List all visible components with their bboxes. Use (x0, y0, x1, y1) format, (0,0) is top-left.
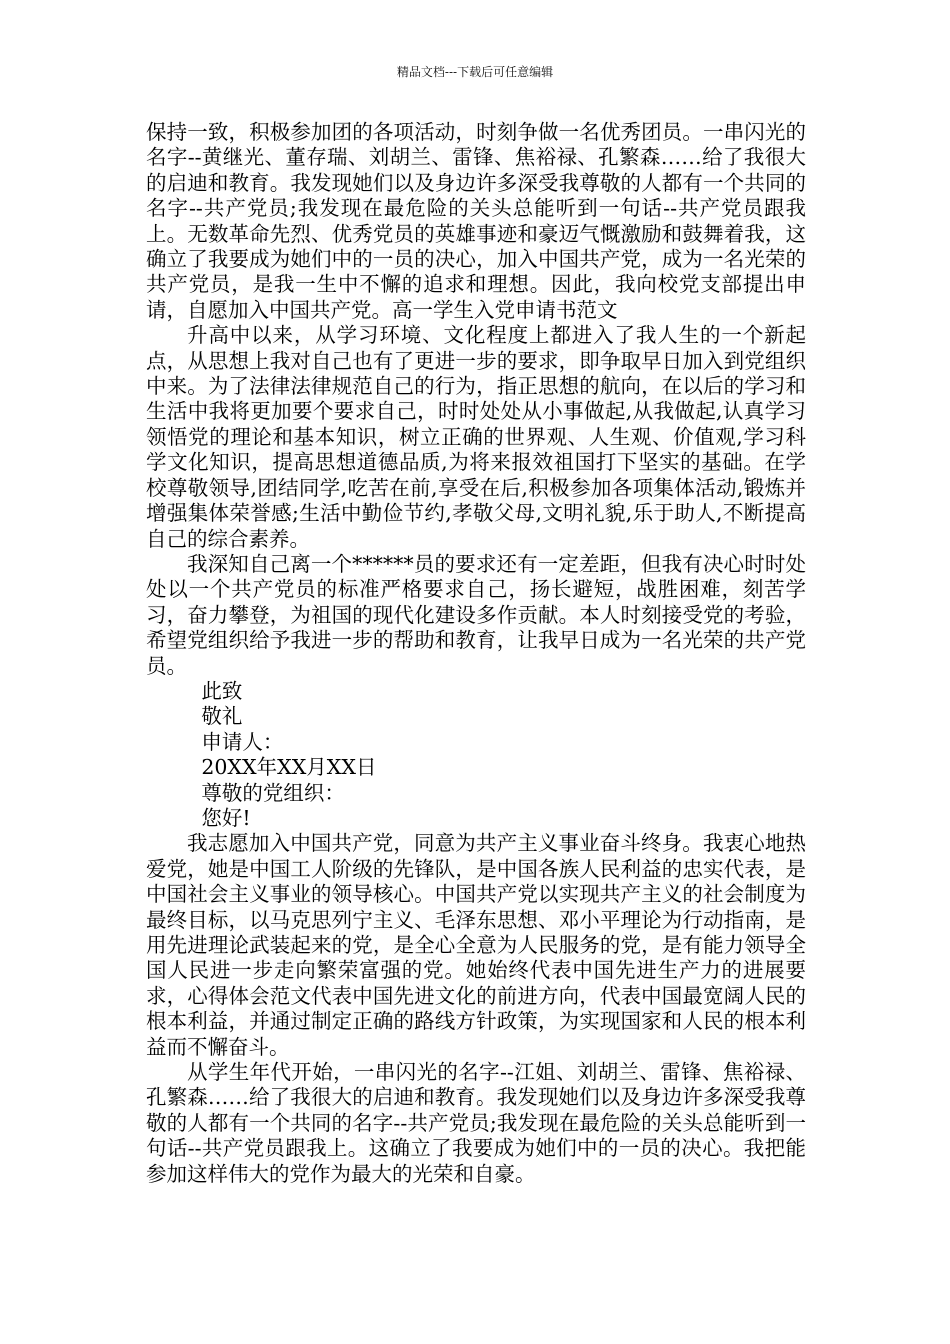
greeting-line: 尊敬的党组织： (201, 780, 345, 805)
greeting-line: 您好! (201, 805, 251, 830)
body-paragraph: 从学生年代开始，一串闪光的名字--江姐、刘胡兰、雷锋、焦裕禄、孔繁森……给了我很大的启迪和教育。我发现她们以及身边许多深受我尊敬的人都有一个共同的名字--共产党员;我发现在最危险的关头总能听到一句话--共产党员跟我上。这确立了我要成为她们中的一员的决心。我把能参加这样伟大的党作为最大的光荣和自豪。 (146, 1060, 806, 1186)
closing-line: 此致 (201, 678, 243, 703)
body-paragraph: 我深知自己离一个******员的要求还有一定差距，但我有决心时时处处以一个共产党员的标准严格要求自己，扬长避短，战胜困难，刻苦学习，奋力攀登，为祖国的现代化建设多作贡献。本人时刻接受党的考验，希望党组织给予我进一步的帮助和教育，让我早日成为一名光荣的共产党员。 (146, 551, 806, 678)
salutation-line: 敬礼 (201, 704, 243, 729)
page-header: 精品文档---下载后可任意编辑 (396, 65, 554, 79)
body-paragraph: 我志愿加入中国共产党，同意为共产主义事业奋斗终身。我衷心地热爱党，她是中国工人阶级的先锋队，是中国各族人民利益的忠实代表，是中国社会主义事业的领导核心。中国共产党以实现共产主义的社会制度为最终目标，以马克思列宁主义、毛泽东思想、邓小平理论为行动指南，是用先进理论武装起来的党，是全心全意为人民服务的党，是有能力领导全国人民进一步走向繁荣富强的党。她始终代表中国先进生产力的进展要求，心得体会范文代表中国先进文化的前进方向，代表中国最宽阔人民的根本利益，并通过制定正确的路线方针政策，为实现国家和人民的根本利益而不懈奋斗。 (146, 831, 806, 1059)
applicant-line: 申请人： (201, 729, 284, 754)
body-paragraph: 保持一致，积极参加团的各项活动，时刻争做一名优秀团员。一串闪光的名字--黄继光、董存瑞、刘胡兰、雷锋、焦裕禄、孔繁森……给了我很大的启迪和教育。我发现她们以及身边许多深受我尊敬的人都有一个共同的名字--共产党员;我发现在最危险的关头总能听到一句话--共产党员跟我上。无数革命先烈、优秀党员的英雄事迹和豪迈气慨激励和鼓舞着我，这确立了我要成为她们中的一员的决心，加入中国共产党，成为一名光荣的共产党员，是我一生中不懈的追求和理想。因此，我向校党支部提出申请，自愿加入中国共产党。高一学生入党申请书范文 (146, 120, 806, 322)
document-body (146, 120, 806, 1187)
body-paragraph: 升高中以来，从学习环境、文化程度上都进入了我人生的一个新起点，从思想上我对自己也有了更进一步的要求，即争取早日加入到党组织中来。为了法律法律规范自己的行为，指正思想的航向，在以后的学习和生活中我将更加要个要求自己，时时处处从小事做起,从我做起,认真学习领悟党的理论和基本知识，树立正确的世界观、人生观、价值观,学习科学文化知识，提高思想道德品质,为将来报效祖国打下坚实的基础。在学校尊敬领导,团结同学,吃苦在前,享受在后,积极参加各项集体活动,锻炼并增强集体荣誉感;生活中勤俭节约,孝敬父母,文明礼貌,乐于助人,不断提高自己的综合素养。 (146, 323, 806, 551)
date-line: 20XX年XX月XX日 (201, 755, 377, 780)
